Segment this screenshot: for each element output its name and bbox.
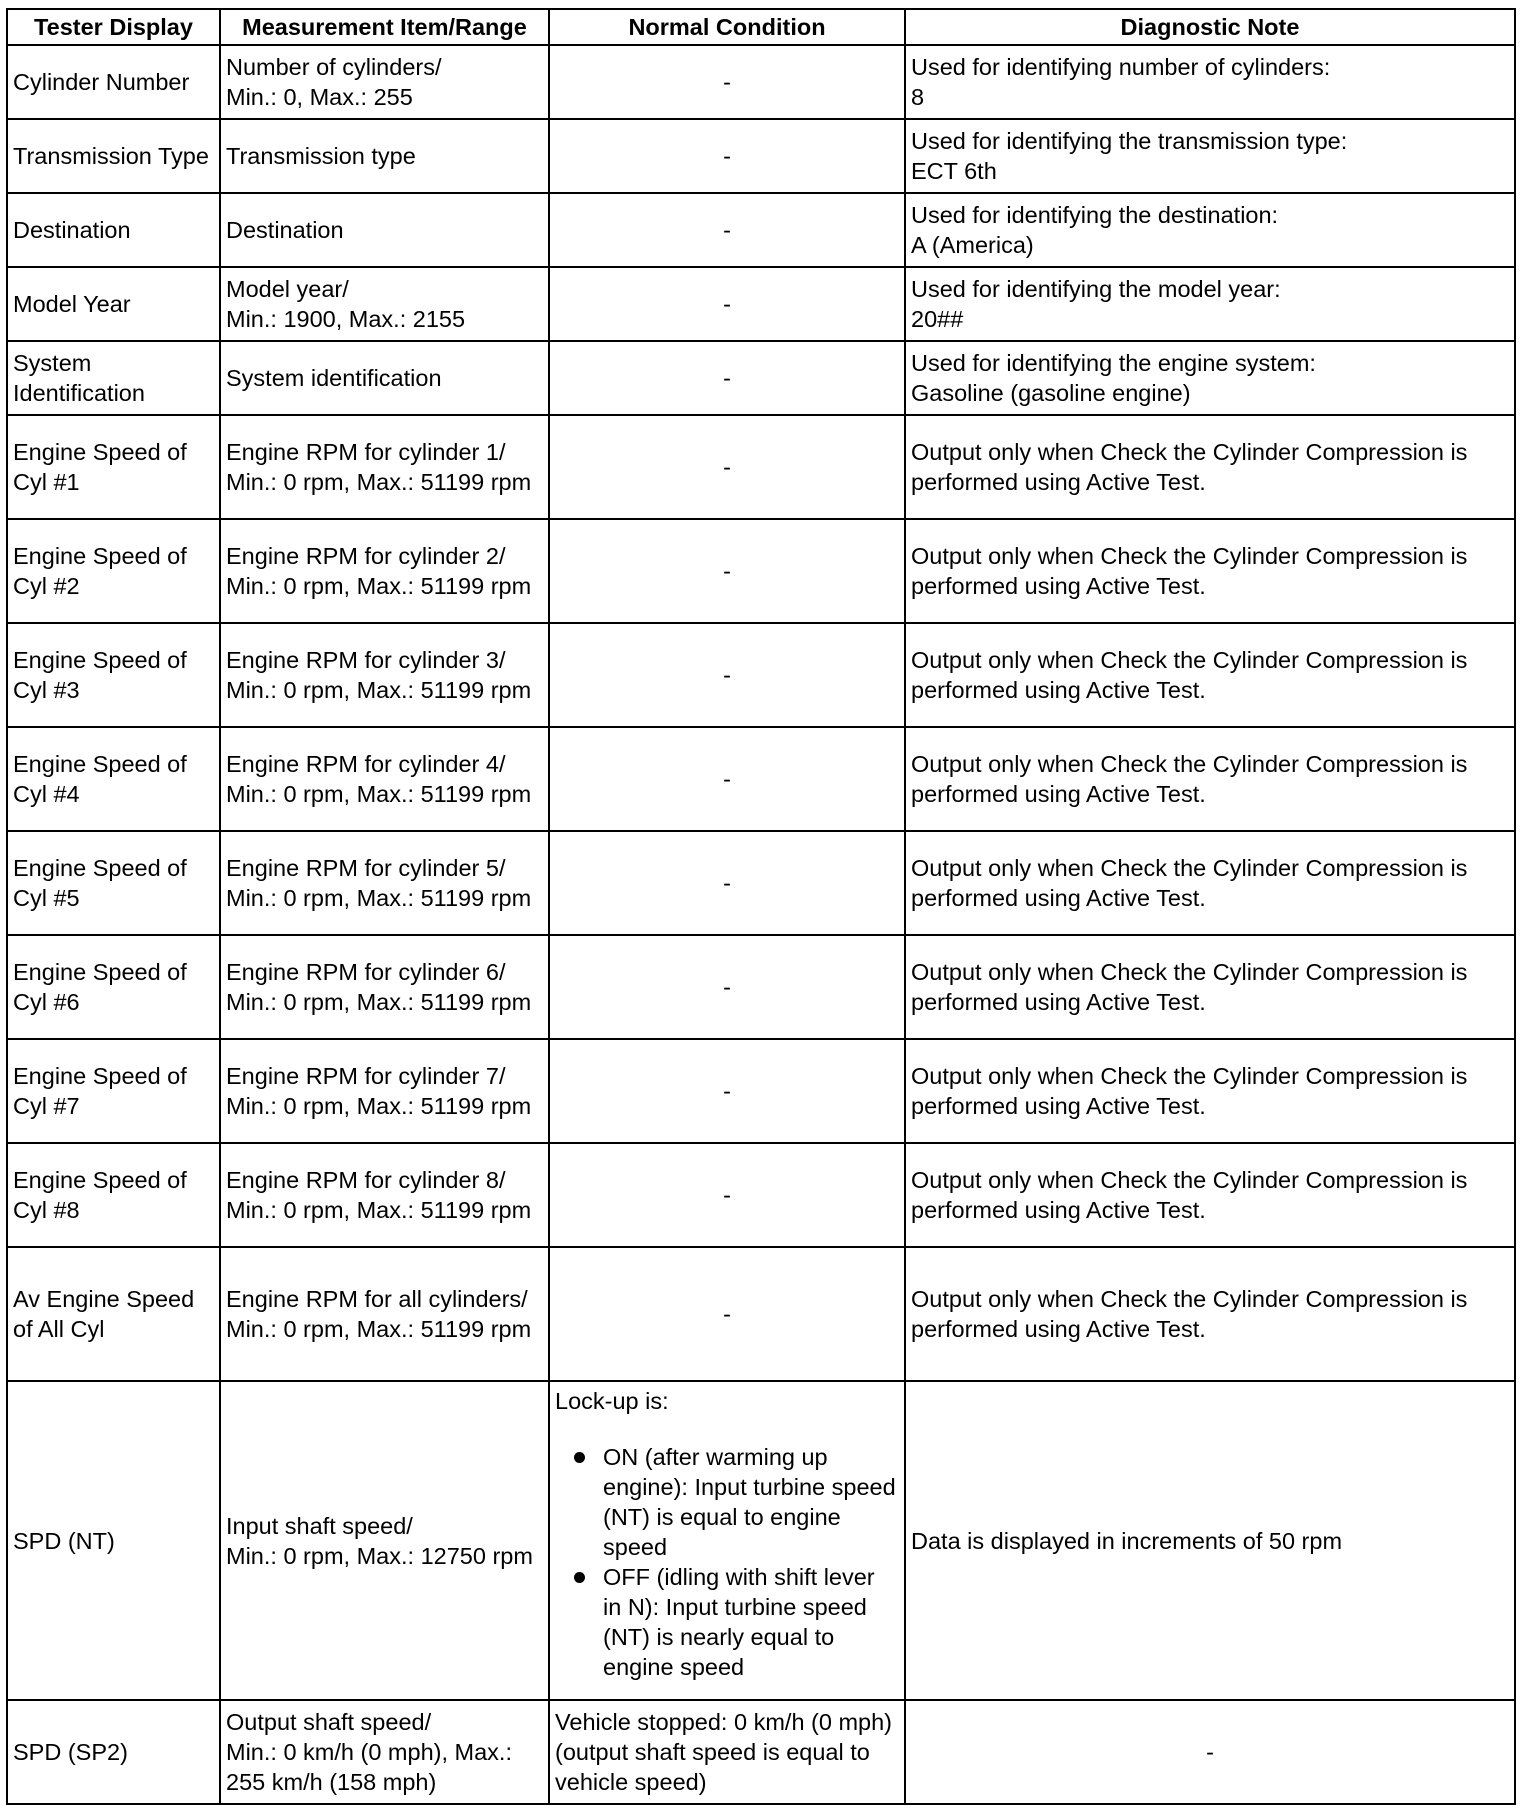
diagnostic-note-cell: Output only when Check the Cylinder Compression is performed using Active Test.	[905, 727, 1515, 831]
measurement-item-cell: System identification	[220, 341, 549, 415]
normal-condition-cell: -	[549, 415, 905, 519]
measurement-item-cell: Engine RPM for cylinder 1/ Min.: 0 rpm, Max.: 51199 rpm	[220, 415, 549, 519]
normal-condition-cell: -	[549, 1039, 905, 1143]
table-row	[7, 267, 1515, 341]
table-row	[7, 119, 1515, 193]
measurement-item-cell: Engine RPM for cylinder 4/ Min.: 0 rpm, Max.: 51199 rpm	[220, 727, 549, 831]
normal-condition-cell: -	[549, 45, 905, 119]
table-row	[7, 1381, 1515, 1700]
tester-display-cell: SPD (SP2)	[7, 1700, 220, 1804]
tester-display-cell: System Identification	[7, 341, 220, 415]
normal-condition-cell: -	[549, 1247, 905, 1381]
measurement-item-cell: Model year/ Min.: 1900, Max.: 2155	[220, 267, 549, 341]
normal-condition-lead: Lock-up is:	[555, 1388, 669, 1414]
normal-condition-cell: -	[549, 623, 905, 727]
list-item: ON (after warming up engine): Input turbine speed (NT) is equal to engine speed	[603, 1442, 899, 1562]
diagnostic-note-cell: Used for identifying the engine system: Gasoline (gasoline engine)	[905, 341, 1515, 415]
tester-display-cell: Model Year	[7, 267, 220, 341]
measurement-item-cell: Engine RPM for cylinder 5/ Min.: 0 rpm, Max.: 51199 rpm	[220, 831, 549, 935]
diagnostic-note-cell: Data is displayed in increments of 50 rpm	[905, 1381, 1515, 1700]
measurement-item-cell: Engine RPM for cylinder 2/ Min.: 0 rpm, Max.: 51199 rpm	[220, 519, 549, 623]
table-row	[7, 45, 1515, 119]
tester-display-cell: Engine Speed of Cyl #2	[7, 519, 220, 623]
header-row	[7, 9, 1515, 45]
header-diagnostic-note: Diagnostic Note	[905, 9, 1515, 45]
diagnostic-note-cell: Used for identifying number of cylinders: 8	[905, 45, 1515, 119]
normal-condition-cell: -	[549, 935, 905, 1039]
diagnostic-note-cell: Output only when Check the Cylinder Compression is performed using Active Test.	[905, 415, 1515, 519]
diagnostic-note-cell: -	[905, 1700, 1515, 1804]
tester-display-cell: Transmission Type	[7, 119, 220, 193]
diagnostic-note-cell: Output only when Check the Cylinder Compression is performed using Active Test.	[905, 831, 1515, 935]
diagnostic-note-cell: Output only when Check the Cylinder Compression is performed using Active Test.	[905, 1039, 1515, 1143]
diagnostic-note-cell: Used for identifying the model year: 20##	[905, 267, 1515, 341]
normal-condition-cell: -	[549, 341, 905, 415]
measurement-item-cell: Engine RPM for cylinder 3/ Min.: 0 rpm, Max.: 51199 rpm	[220, 623, 549, 727]
table-row	[7, 1700, 1515, 1804]
measurement-item-cell: Engine RPM for cylinder 6/ Min.: 0 rpm, Max.: 51199 rpm	[220, 935, 549, 1039]
diagnostic-note-cell: Output only when Check the Cylinder Compression is performed using Active Test.	[905, 1247, 1515, 1381]
normal-condition-cell: -	[549, 1143, 905, 1247]
normal-condition-cell: -	[549, 119, 905, 193]
table-row	[7, 1039, 1515, 1143]
table-row	[7, 727, 1515, 831]
table-row	[7, 623, 1515, 727]
normal-condition-cell	[549, 1381, 905, 1700]
measurement-item-cell: Engine RPM for cylinder 7/ Min.: 0 rpm, Max.: 51199 rpm	[220, 1039, 549, 1143]
table-row	[7, 341, 1515, 415]
table-row	[7, 519, 1515, 623]
normal-condition-cell: -	[549, 727, 905, 831]
measurement-item-cell: Output shaft speed/ Min.: 0 km/h (0 mph), Max.: 255 km/h (158 mph)	[220, 1700, 549, 1804]
normal-condition-cell: -	[549, 519, 905, 623]
normal-condition-cell: Vehicle stopped: 0 km/h (0 mph) (output shaft speed is equal to vehicle speed)	[549, 1700, 905, 1804]
measurement-item-cell: Input shaft speed/ Min.: 0 rpm, Max.: 12750 rpm	[220, 1381, 549, 1700]
document-page	[6, 8, 1514, 1805]
tester-display-cell: Engine Speed of Cyl #4	[7, 727, 220, 831]
normal-condition-list	[555, 1442, 899, 1682]
diagnostic-note-cell: Used for identifying the destination: A (America)	[905, 193, 1515, 267]
normal-condition-cell: -	[549, 193, 905, 267]
table-row	[7, 415, 1515, 519]
list-item: OFF (idling with shift lever in N): Input turbine speed (NT) is nearly equal to engine speed	[603, 1562, 899, 1682]
tester-display-cell: Av Engine Speed of All Cyl	[7, 1247, 220, 1381]
measurement-item-cell: Transmission type	[220, 119, 549, 193]
tester-display-cell: Engine Speed of Cyl #3	[7, 623, 220, 727]
tester-display-cell: SPD (NT)	[7, 1381, 220, 1700]
table-row	[7, 1247, 1515, 1381]
tester-display-cell: Engine Speed of Cyl #1	[7, 415, 220, 519]
normal-condition-cell: -	[549, 831, 905, 935]
tester-display-cell: Engine Speed of Cyl #6	[7, 935, 220, 1039]
diagnostic-note-cell: Output only when Check the Cylinder Compression is performed using Active Test.	[905, 1143, 1515, 1247]
measurement-item-cell: Destination	[220, 193, 549, 267]
tester-display-cell: Engine Speed of Cyl #8	[7, 1143, 220, 1247]
header-measurement-item: Measurement Item/Range	[220, 9, 549, 45]
table-row	[7, 831, 1515, 935]
header-tester-display: Tester Display	[7, 9, 220, 45]
diagnostic-note-cell: Output only when Check the Cylinder Compression is performed using Active Test.	[905, 519, 1515, 623]
diagnostic-note-cell: Output only when Check the Cylinder Compression is performed using Active Test.	[905, 623, 1515, 727]
tester-display-cell: Destination	[7, 193, 220, 267]
table-row	[7, 935, 1515, 1039]
tester-display-cell: Engine Speed of Cyl #7	[7, 1039, 220, 1143]
diagnostic-note-cell: Used for identifying the transmission type: ECT 6th	[905, 119, 1515, 193]
table-row	[7, 193, 1515, 267]
diagnostic-note-cell: Output only when Check the Cylinder Compression is performed using Active Test.	[905, 935, 1515, 1039]
table-row	[7, 1143, 1515, 1247]
data-list-table	[6, 8, 1516, 1805]
tester-display-cell: Engine Speed of Cyl #5	[7, 831, 220, 935]
tester-display-cell: Cylinder Number	[7, 45, 220, 119]
header-normal-condition: Normal Condition	[549, 9, 905, 45]
measurement-item-cell: Number of cylinders/ Min.: 0, Max.: 255	[220, 45, 549, 119]
normal-condition-cell: -	[549, 267, 905, 341]
measurement-item-cell: Engine RPM for cylinder 8/ Min.: 0 rpm, Max.: 51199 rpm	[220, 1143, 549, 1247]
measurement-item-cell: Engine RPM for all cylinders/ Min.: 0 rpm, Max.: 51199 rpm	[220, 1247, 549, 1381]
